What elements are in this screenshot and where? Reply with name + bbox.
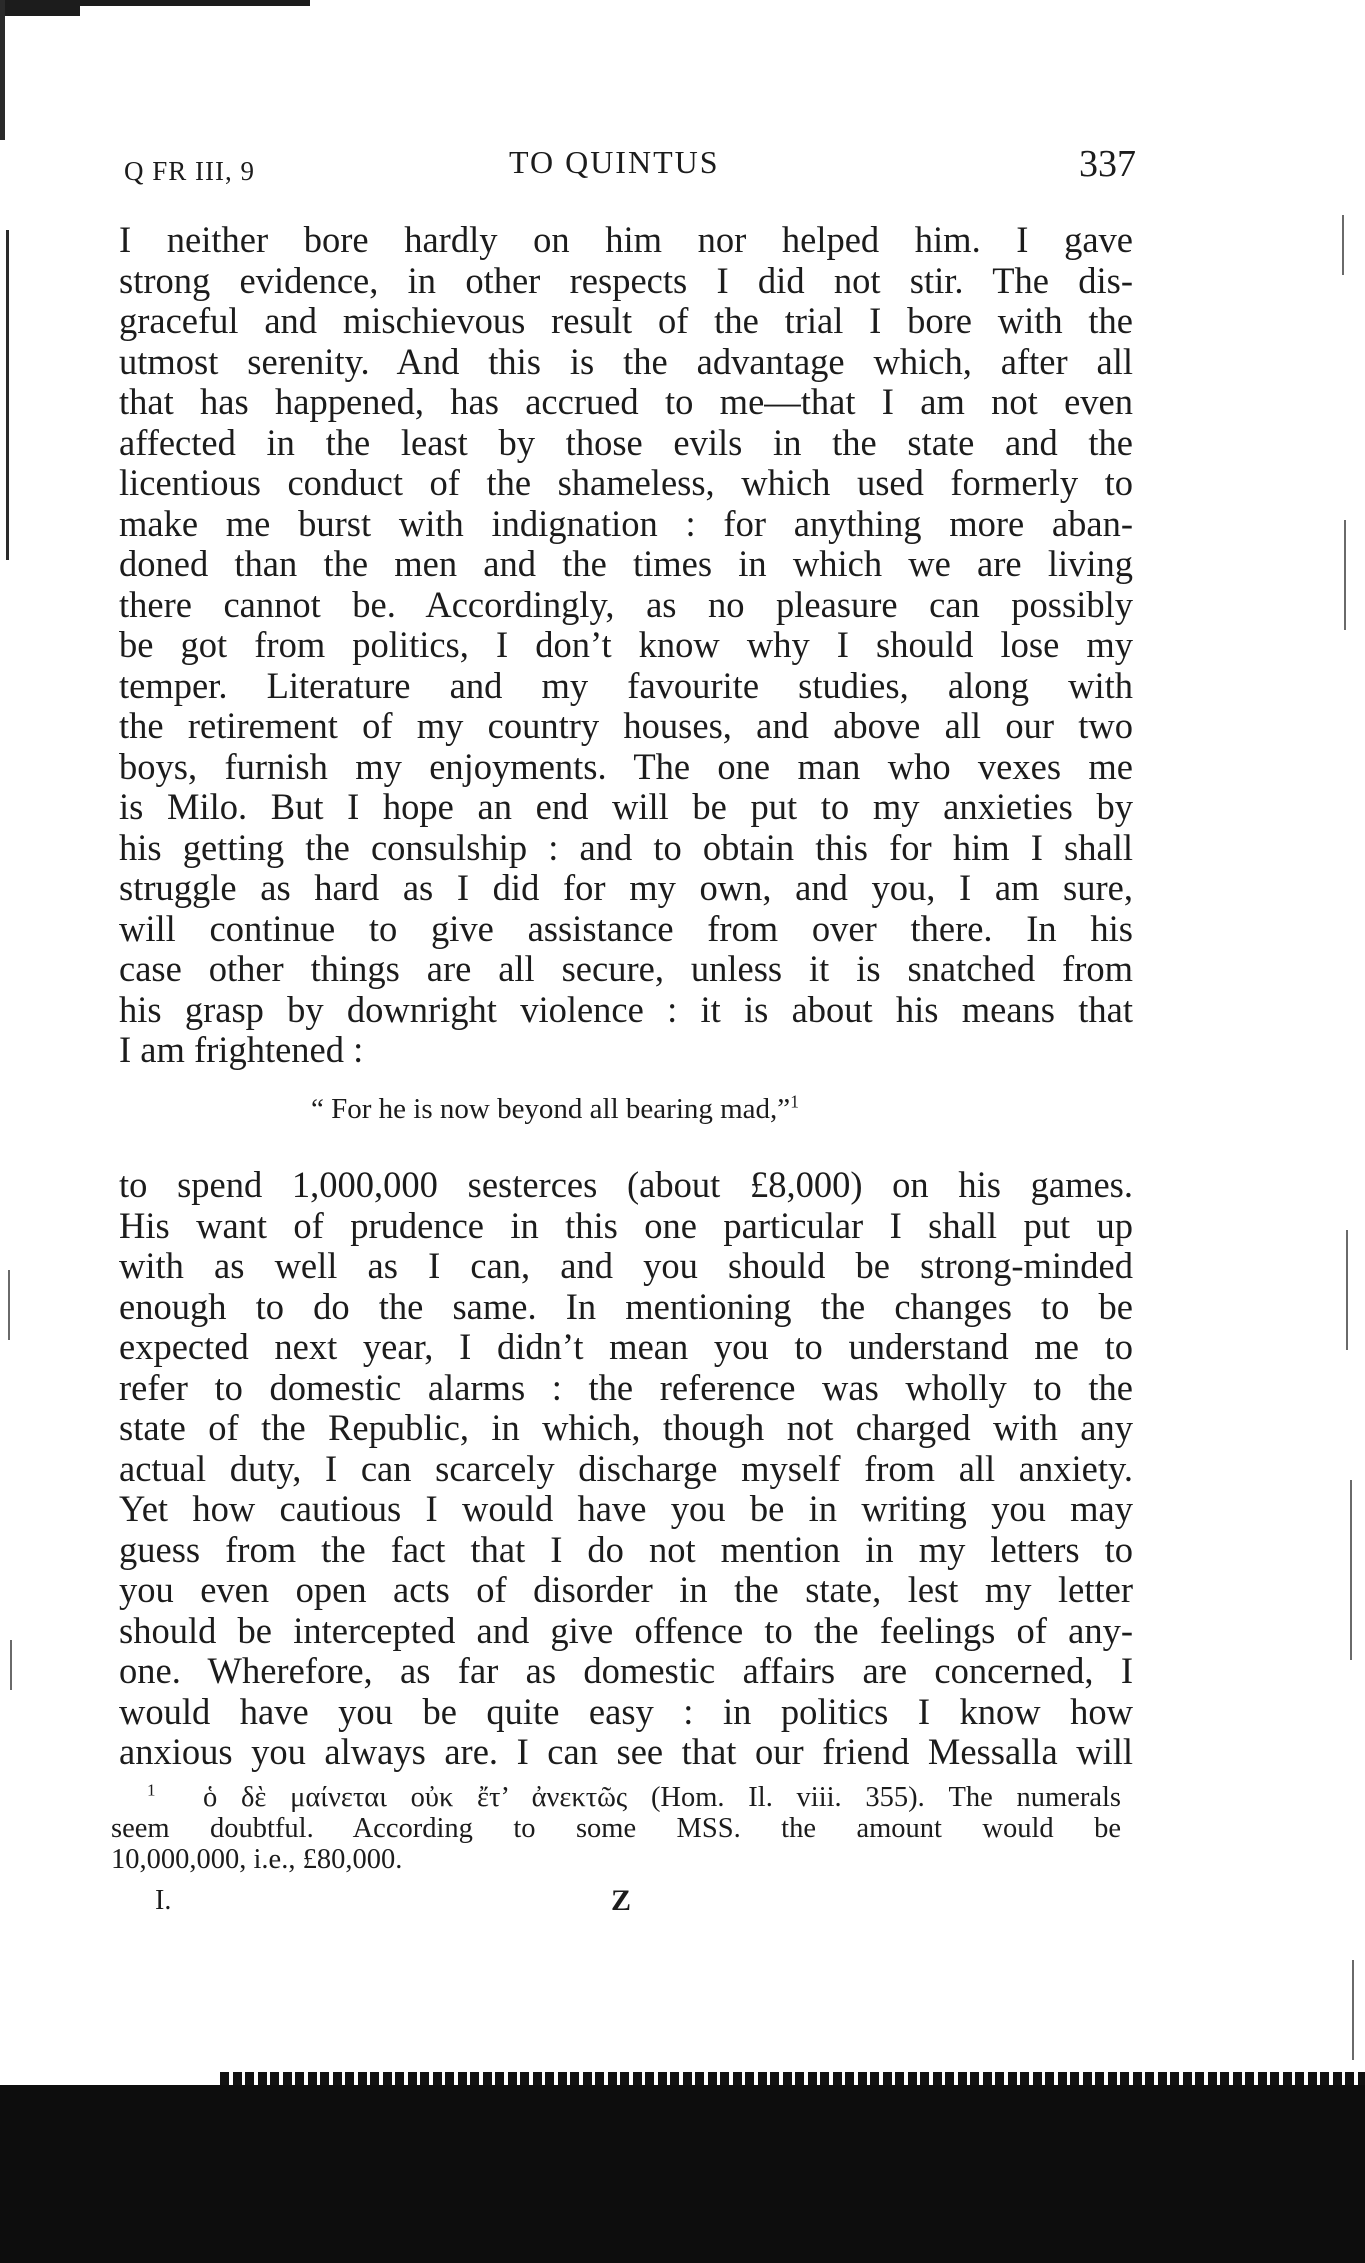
margin-mark [1350,1480,1352,1660]
text-line: be got from politics, I don’t know why I should lose my [119,624,1133,665]
scan-edge-top-thick [0,0,80,16]
text-line: strong evidence, in other respects I did not stir. The dis- [119,259,1133,301]
text-line: I am frightened : [119,1029,364,1070]
text-line: graceful and mischievous result of the trial I bore with the [119,300,1133,341]
verse-quote-text: “ For he is now beyond all bearing mad,” [311,1093,791,1125]
text-line: boys, furnish my enjoyments. The one man who vexes me [119,745,1133,787]
text-line: that has happened, has accrued to me—that I am not even [119,381,1133,422]
margin-mark [1346,1230,1348,1350]
text-line: His want of prudence in this one particular I shall put up [119,1204,1133,1246]
text-line: state of the Republic, in which, though not charged with any [119,1407,1133,1448]
text-line: guess from the fact that I do not mention in my letters to [119,1528,1133,1570]
volume-mark: I. [155,1885,172,1916]
text-line: anxious you always are. I can see that our friend Messalla will [119,1731,1133,1772]
text-line: one. Wherefore, as far as domestic affairs are concerned, I [119,1650,1133,1691]
page-number: 337 [1079,143,1136,185]
margin-mark [1352,1960,1354,2060]
text-line: affected in the least by those evils in the state and the [119,421,1133,463]
text-line: there cannot be. Accordingly, as no pleasure can possibly [119,583,1133,625]
signature-mark: Z [611,1884,632,1917]
text-line: his getting the consulship : and to obtain this for him I shall [119,826,1133,868]
text-line: is Milo. But I hope an end will be put to my anxieties by [119,786,1133,827]
footnote [111,1782,1121,1875]
text-line: you even open acts of disorder in the state, lest my letter [119,1569,1133,1610]
scan-bottom-edge [0,2085,1365,2263]
text-line: Yet how cautious I would have you be in writing you may [119,1488,1133,1529]
scan-edge-left [0,0,5,140]
text-line: make me burst with indignation : for anything more aban- [119,502,1133,544]
running-head [124,142,1136,192]
text-line: enough to do the same. In mentioning the changes to be [119,1285,1133,1327]
text-line: actual duty, I can scarcely discharge myself from all anxiety. [119,1447,1133,1489]
text-line: to spend 1,000,000 sesterces (about £8,000) on his games. [119,1164,1133,1205]
margin-mark [10,1640,12,1690]
running-head-reference: Q FR III, 9 [124,156,255,186]
text-line: would have you be quite easy : in politics I know how [119,1690,1133,1732]
text-line: expected next year, I didn’t mean you to understand me to [119,1326,1133,1367]
verse-quote [311,1093,799,1126]
text-line: the retirement of my country houses, and above all our two [119,705,1133,746]
text-line: licentious conduct of the shameless, which used formerly to [119,462,1133,503]
footnote-line: seem doubtful. According to some MSS. the amount would be [111,1813,1121,1844]
text-line: I neither bore hardly on him nor helped him. I gave [119,219,1133,260]
text-line: case other things are all secure, unless it is snatched from [119,948,1133,989]
footnote-reference: 1 [790,1091,799,1112]
text-line: struggle as hard as I did for my own, and you, I am sure, [119,867,1133,908]
text-line: utmost serenity. And this is the advantage which, after all [119,340,1133,382]
text-line: with as well as I can, and you should be strong-minded [119,1245,1133,1286]
margin-mark [1344,520,1346,630]
body-paragraph-1 [119,220,1133,1071]
text-line: temper. Literature and my favourite studies, along with [119,664,1133,706]
text-line: should be intercepted and give offence to the feelings of any- [119,1609,1133,1651]
text-line: doned than the men and the times in which we are living [119,543,1133,584]
margin-mark [8,1270,10,1340]
margin-mark [1342,215,1344,275]
scan-edge-left-inner [6,230,9,560]
footnote-line: 10,000,000, i.e., £80,000. [111,1844,403,1875]
footnote-marker: 1 [147,1780,156,1800]
running-head-title: TO QUINTUS [509,144,720,180]
footnote-text: ὁ δὲ μαίνεται οὐκ ἔτ’ ἀνεκτῶς (Hom. Il. viii. 355). The numerals [203,1782,1121,1813]
text-line: will continue to give assistance from over there. In his [119,907,1133,949]
body-paragraph-2 [119,1165,1133,1773]
text-line: refer to domestic alarms : the reference was wholly to the [119,1366,1133,1408]
footnote-line [111,1782,1121,1813]
text-line: his grasp by downright violence : it is about his means that [119,988,1133,1030]
